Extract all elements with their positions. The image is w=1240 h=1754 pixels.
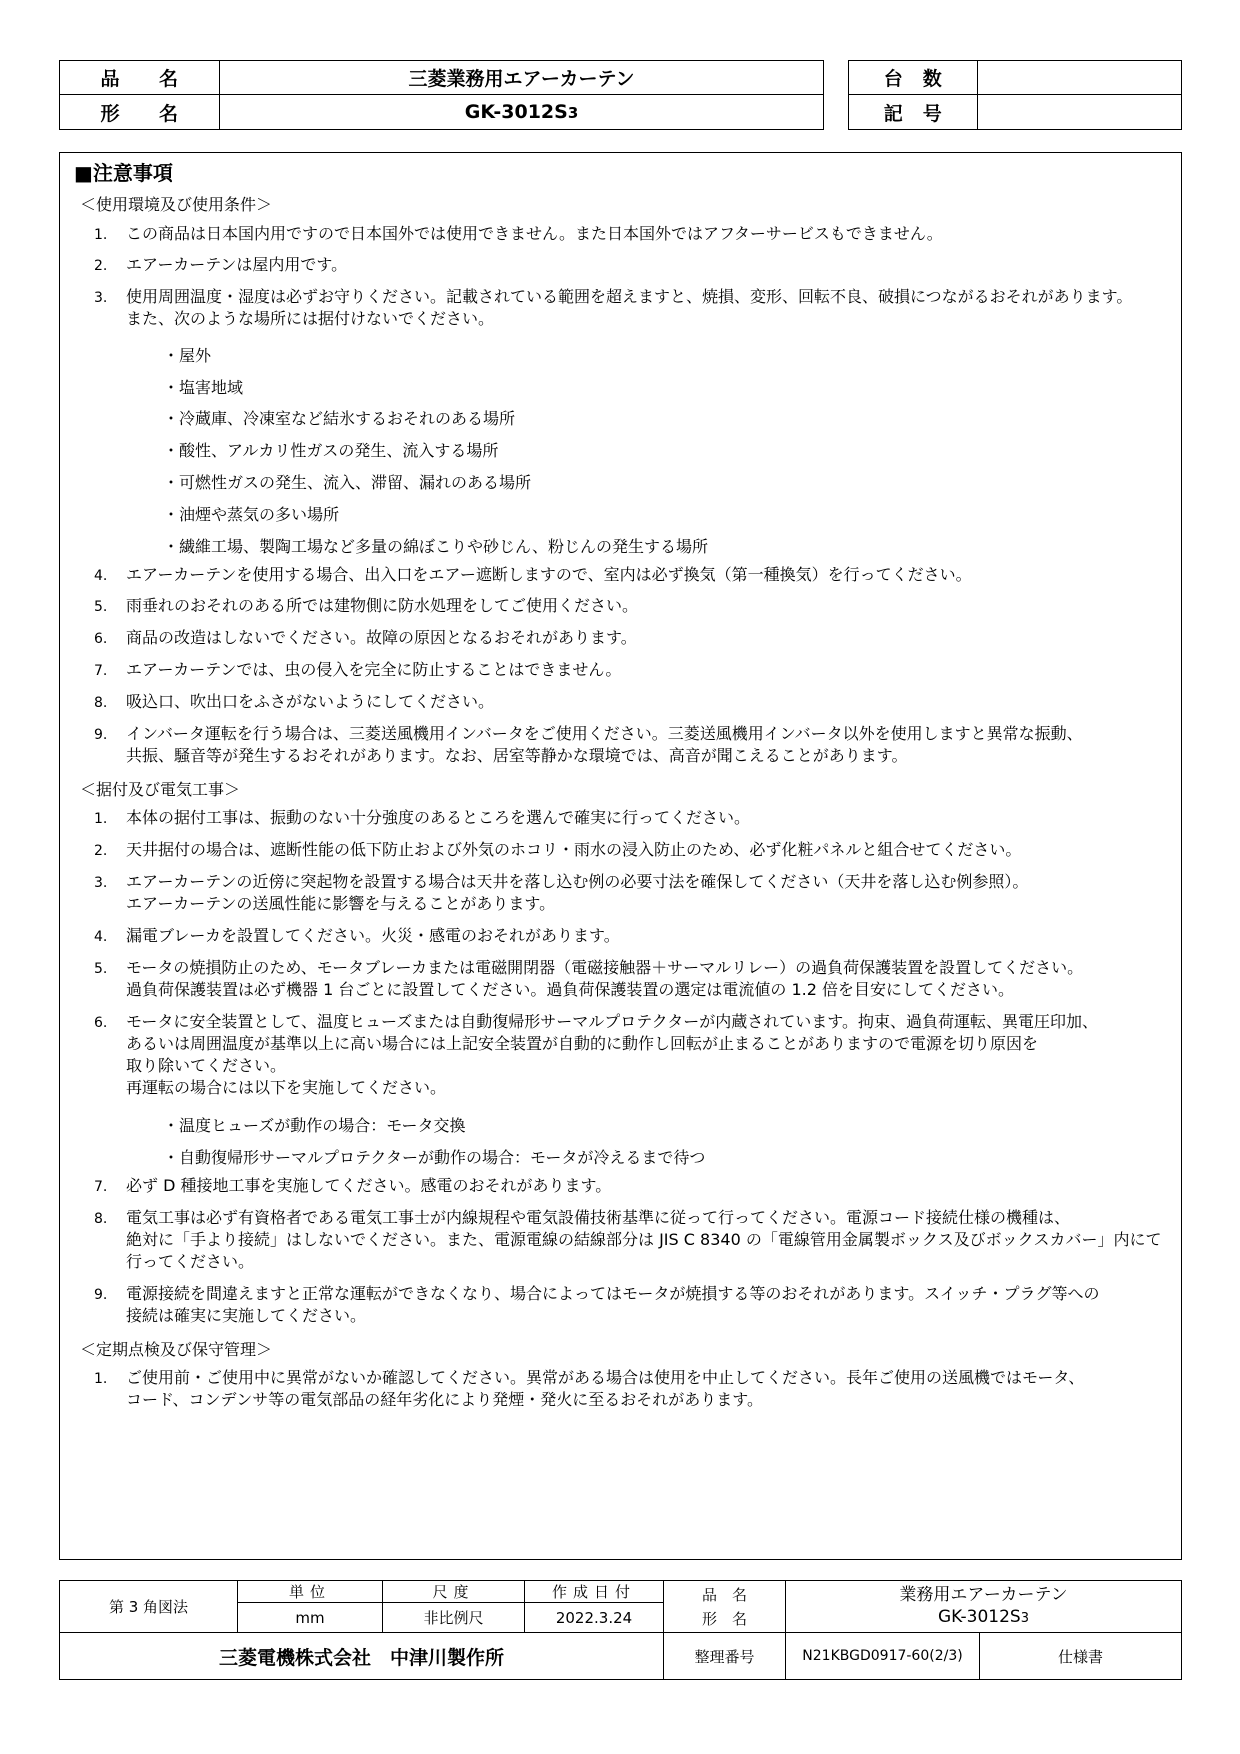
item-text: エアーカーテンでは、虫の侵入を完全に防止することはできません。 <box>126 660 622 679</box>
model-value: GK-3012S3 <box>220 95 824 130</box>
item-number: 9. <box>94 1287 108 1303</box>
symbol-label: 記 号 <box>849 95 978 130</box>
bullet-item: ・油煙や蒸気の多い場所 <box>163 505 340 524</box>
item-number: 7. <box>94 663 108 679</box>
item-text: 吸込口、吹出口をふさがないようにしてください。 <box>126 692 495 711</box>
item-text: 再運転の場合には以下を実施してください。 <box>126 1078 447 1097</box>
item-text: 漏電ブレーカを設置してください。火災・感電のおそれがあります。 <box>126 926 620 945</box>
date-label: 作成日付 <box>525 1581 664 1603</box>
footer-title-block <box>59 1580 1182 1680</box>
item-number: 3. <box>94 875 108 891</box>
item-text: 過負荷保護装置は必ず機器 1 台ごとに設置してください。過負荷保護装置の選定は電流値の 1.2 倍を目安にしてください。 <box>126 980 1014 999</box>
notes-box <box>59 152 1182 1560</box>
item-text: あるいは周囲温度が基準以上に高い場合には上記安全装置が自動的に動作し回転が止まることがありますので電源を切り原因を <box>126 1034 1039 1053</box>
item-text: 取り除いてください。 <box>126 1056 287 1075</box>
model-label: 形 名 <box>60 95 220 130</box>
scale-value: 非比例尺 <box>383 1603 525 1633</box>
product-name-value: 三菱業務用エアーカーテン <box>220 61 824 95</box>
item-text: 電気工事は必ず有資格者である電気工事士が内線規程や電気設備技術基準に従って行ってください。電源コード接続仕様の機種は、 <box>126 1208 1071 1227</box>
header-count-block <box>848 60 1182 130</box>
footer-product-name-label: 品 名 <box>701 1585 747 1604</box>
quantity-label: 台 数 <box>849 61 978 95</box>
company-name: 三菱電機株式会社 中津川製作所 <box>60 1633 664 1680</box>
item-text: 接続は確実に実施してください。 <box>126 1306 367 1325</box>
item-text: 使用周囲温度・湿度は必ずお守りください。記載されている範囲を超えますと、焼損、変形、回転不良、破損につながるおそれがあります。 <box>126 287 1133 306</box>
item-number: 3. <box>94 290 108 306</box>
item-number: 6. <box>94 1015 108 1031</box>
unit-value: mm <box>238 1603 383 1633</box>
document-type: 仕様書 <box>980 1633 1182 1680</box>
bullet-item: ・酸性、アルカリ性ガスの発生、流入する場所 <box>163 441 499 460</box>
bullet-item: ・自動復帰形サーマルプロテクターが動作の場合：モータが冷えるまで待つ <box>163 1148 706 1167</box>
item-text: 行ってください。 <box>126 1252 255 1271</box>
item-number: 8. <box>94 695 108 711</box>
item-text: 雨垂れのおそれのある所では建物側に防水処理をしてご使用ください。 <box>126 596 639 615</box>
scale-label: 尺度 <box>383 1581 525 1603</box>
item-text: 電源接続を間違えますと正常な運転ができなくなり、場合によってはモータが焼損する等のおそれがあります。スイッチ・プラグ等への <box>126 1284 1100 1303</box>
item-text: コード、コンデンサ等の電気部品の経年劣化により発煙・発火に至るおそれがあります。 <box>126 1390 763 1409</box>
ref-label: 整理番号 <box>664 1633 786 1680</box>
item-number: 4. <box>94 568 108 584</box>
item-number: 2. <box>94 843 108 859</box>
ref-number: N21KBGD0917-60(2/3) <box>786 1633 980 1680</box>
item-number: 7. <box>94 1179 108 1195</box>
item-text: ご使用前・ご使用中に異常がないか確認してください。異常がある場合は使用を中止してください。長年ご使用の送風機ではモータ、 <box>126 1368 1085 1387</box>
item-text: 天井据付の場合は、遮断性能の低下防止および外気のホコリ・雨水の浸入防止のため、必ず化粧パネルと組合せてください。 <box>126 840 1022 859</box>
item-text: この商品は日本国内用ですので日本国外では使用できません。また日本国外ではアフターサービスもできません。 <box>126 224 943 243</box>
item-text: エアーカーテンの送風性能に影響を与えることがあります。 <box>126 894 556 913</box>
symbol-value <box>978 95 1182 130</box>
quantity-value <box>978 61 1182 95</box>
item-text: インバータ運転を行う場合は、三菱送風機用インバータをご使用ください。三菱送風機用インバータ以外を使用しますと異常な振動、 <box>126 724 1083 743</box>
footer-model-label: 形 名 <box>701 1609 747 1628</box>
bullet-item: ・冷蔵庫、冷凍室など結氷するおそれのある場所 <box>163 409 516 428</box>
section-title: ＜使用環境及び使用条件＞ <box>80 195 273 214</box>
item-text: エアーカーテンの近傍に突起物を設置する場合は天井を落し込む例の必要寸法を確保してください（天井を落し込む例参照）。 <box>126 872 1029 891</box>
item-number: 1. <box>94 227 108 243</box>
unit-label: 単位 <box>238 1581 383 1603</box>
item-number: 1. <box>94 1371 108 1387</box>
footer-product-name-value: 業務用エアーカーテン <box>899 1584 1068 1605</box>
section-title: ＜定期点検及び保守管理＞ <box>80 1340 273 1359</box>
item-text: エアーカーテンを使用する場合、出入口をエアー遮断しますので、室内は必ず換気（第一種換気）を行ってください。 <box>126 565 972 584</box>
item-text: エアーカーテンは屋内用です。 <box>126 255 348 274</box>
item-number: 6. <box>94 631 108 647</box>
name-model-labels <box>664 1581 786 1633</box>
item-number: 9. <box>94 727 108 743</box>
item-number: 4. <box>94 929 108 945</box>
item-text: 絶対に「手より接続」はしないでください。また、電源電線の結線部分は JIS C 8340 の「電線管用金属製ボックス及びボックスカバー」内にて <box>126 1230 1162 1249</box>
bullet-item: ・屋外 <box>163 346 212 365</box>
item-number: 5. <box>94 961 108 977</box>
section-title: ＜据付及び電気工事＞ <box>80 780 241 799</box>
item-text: 必ず D 種接地工事を実施してください。感電のおそれがあります。 <box>126 1176 612 1195</box>
name-model-values <box>786 1581 1182 1633</box>
projection-method: 第 3 角図法 <box>60 1581 238 1633</box>
item-text: モータに安全装置として、温度ヒューズまたは自動復帰形サーマルプロテクターが内蔵されています。拘束、過負荷運転、異電圧印加、 <box>126 1012 1099 1031</box>
bullet-item: ・温度ヒューズが動作の場合：モータ交換 <box>163 1116 466 1135</box>
item-number: 5. <box>94 599 108 615</box>
bullet-item: ・塩害地域 <box>163 378 244 397</box>
item-text: 商品の改造はしないでください。故障の原因となるおそれがあります。 <box>126 628 637 647</box>
item-text: モータの焼損防止のため、モータブレーカまたは電磁開閉器（電磁接触器＋サーマルリレー）の過負荷保護装置を設置してください。 <box>126 958 1084 977</box>
notes-title: ■注意事項 <box>74 161 173 185</box>
item-text: 共振、騒音等が発生するおそれがあります。なお、居室等静かな環境では、高音が聞こえることがあります。 <box>126 746 908 765</box>
item-text: また、次のような場所には据付けないでください。 <box>126 309 495 328</box>
bullet-item: ・可燃性ガスの発生、流入、滞留、漏れのある場所 <box>163 473 532 492</box>
product-name-label: 品 名 <box>60 61 220 95</box>
item-number: 1. <box>94 811 108 827</box>
bullet-item: ・繊維工場、製陶工場など多量の綿ぼこりや砂じん、粉じんの発生する場所 <box>163 537 708 556</box>
item-number: 2. <box>94 258 108 274</box>
item-text: 本体の据付工事は、振動のない十分強度のあるところを選んで確実に行ってください。 <box>126 808 751 827</box>
footer-model-value: GK-3012S3 <box>937 1606 1029 1627</box>
date-value: 2022.3.24 <box>525 1603 664 1633</box>
item-number: 8. <box>94 1211 108 1227</box>
header-title-block <box>59 60 824 130</box>
